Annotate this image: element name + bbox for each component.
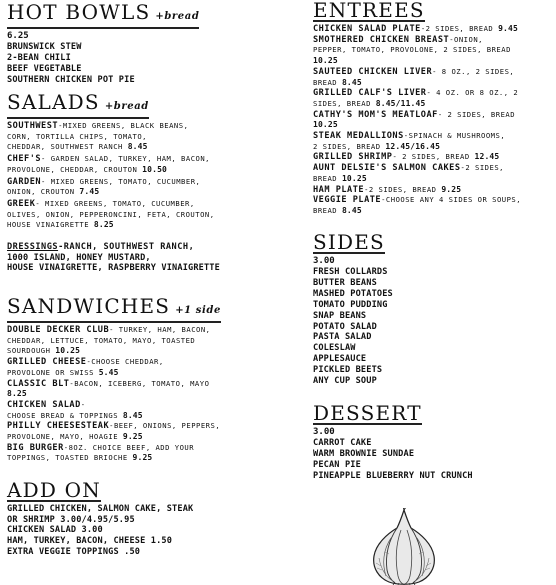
entree-item xyxy=(313,110,551,131)
entree-name: GRILLED SHRIMP xyxy=(313,152,393,163)
entree-description: -ONION, xyxy=(449,34,483,44)
dressings-line: -RANCH, SOUTHWEST RANCH, xyxy=(58,242,195,253)
hot-bowls-section xyxy=(7,2,297,86)
sandwich-line xyxy=(7,379,297,390)
entree-price: 10.25 xyxy=(341,173,367,183)
dessert-section xyxy=(313,403,551,482)
sandwich-item xyxy=(7,443,297,464)
entree-name: VEGGIE PLATE xyxy=(313,195,382,206)
side-item: COLESLAW xyxy=(313,343,356,354)
sandwich-line xyxy=(7,443,297,454)
salad-line xyxy=(7,177,297,188)
salads-section xyxy=(7,92,297,274)
add-on-line: OR SHRIMP 3.00/4.95/5.95 xyxy=(7,514,135,525)
salad-line xyxy=(7,187,297,198)
salad-description: HOUSE VINAIGRETTE xyxy=(7,220,94,230)
add-on-line: EXTRA VEGGIE TOPPINGS .50 xyxy=(7,546,141,557)
sandwich-item xyxy=(7,400,297,421)
salads-list xyxy=(7,121,297,231)
sandwiches-section xyxy=(7,296,297,464)
entree-description: - 2 SIDES, BREAD xyxy=(392,152,475,162)
sandwich-line xyxy=(7,400,297,411)
salad-name: GREEK xyxy=(7,198,36,209)
salad-name: CHEF'S xyxy=(7,154,42,165)
dressings-block xyxy=(7,242,297,274)
side-item: FRESH COLLARDS xyxy=(313,267,388,277)
entree-description: -CHOOSE ANY 4 SIDES OR SOUPS, xyxy=(381,195,522,205)
salad-line xyxy=(7,210,297,221)
entrees-title: ENTREES xyxy=(313,0,425,22)
sides-list xyxy=(313,267,551,387)
side-item: ANY CUP SOUP xyxy=(313,376,377,387)
entree-price: 12.45/16.45 xyxy=(385,141,441,151)
entree-item xyxy=(313,195,551,216)
onion-icon xyxy=(367,508,441,585)
sandwich-line xyxy=(7,411,297,422)
sandwich-description: -BEEF, ONIONS, PEPPERS, xyxy=(109,421,221,431)
salad-line xyxy=(7,154,297,165)
salads-heading xyxy=(7,92,149,119)
sides-heading xyxy=(313,232,385,254)
sandwich-description: - xyxy=(80,399,86,409)
entree-description: - 2 SIDES, BREAD xyxy=(437,109,516,119)
sandwich-line xyxy=(7,325,297,336)
entree-name: HAM PLATE xyxy=(313,184,365,195)
entree-description: SIDES, BREAD xyxy=(313,98,376,108)
salad-item xyxy=(7,177,297,198)
hot-bowls-tag: +bread xyxy=(155,11,200,22)
dessert-item: PECAN PIE xyxy=(313,459,361,470)
entree-name: CHICKEN SALAD PLATE xyxy=(313,24,421,34)
salad-description: PROVOLONE, CHEDDAR, CROUTON xyxy=(7,164,143,174)
dessert-item: WARM BROWNIE SUNDAE xyxy=(313,448,415,459)
side-item: POTATO SALAD xyxy=(313,321,377,332)
sandwich-line xyxy=(7,336,297,347)
salad-line xyxy=(7,199,297,210)
sandwich-description: TOPPINGS, TOASTED BRIOCHE xyxy=(7,453,133,463)
add-on-line: CHICKEN SALAD 3.00 xyxy=(7,525,103,536)
add-on-line: HAM, TURKEY, BACON, CHEESE 1.50 xyxy=(7,536,173,547)
salad-line xyxy=(7,132,297,143)
entree-item xyxy=(313,131,551,152)
entree-line xyxy=(313,174,551,185)
sandwich-description: -8OZ. CHOICE BEEF, ADD YOUR xyxy=(63,442,195,452)
sandwich-description: SOURDOUGH xyxy=(7,346,56,356)
entree-price: 12.45 xyxy=(474,152,500,162)
sandwich-description: CHEDDAR, LETTUCE, TOMATO, MAYO, TOASTED xyxy=(7,335,196,345)
entree-description: 2 SIDES, BREAD xyxy=(313,141,386,151)
entree-line xyxy=(313,142,551,153)
entree-line xyxy=(313,185,551,196)
sandwich-line xyxy=(7,357,297,368)
sandwich-price: 9.25 xyxy=(132,453,153,463)
salads-title: SALADS xyxy=(7,90,100,114)
sides-price: 3.00 xyxy=(313,256,335,266)
dressings-label: DRESSINGS xyxy=(7,242,59,253)
sandwich-price: 8.25 xyxy=(7,389,27,399)
sandwich-item xyxy=(7,357,297,378)
add-on-title: ADD ON xyxy=(7,478,101,502)
dessert-item: CARROT CAKE xyxy=(313,438,372,448)
entrees-heading xyxy=(313,0,425,22)
sandwich-line xyxy=(7,346,297,357)
entree-line xyxy=(313,195,551,206)
entree-price: 9.45 xyxy=(498,24,518,33)
entree-line xyxy=(313,56,551,67)
dessert-price: 3.00 xyxy=(313,427,335,437)
side-item: TOMATO PUDDING xyxy=(313,299,388,310)
salad-price: 7.45 xyxy=(79,187,100,197)
salad-description: - MIXED GREENS, TOMATO, CUCUMBER, xyxy=(35,198,195,208)
sandwich-line xyxy=(7,421,297,432)
entree-line xyxy=(313,131,551,142)
sandwich-name: CLASSIC BLT xyxy=(7,378,70,389)
entree-price: 8.45 xyxy=(341,77,362,87)
salad-description: CHEDDAR, SOUTHWEST RANCH xyxy=(7,142,128,152)
salad-description: -MIXED GREENS, BLACK BEANS, xyxy=(58,121,189,130)
sandwiches-title: SANDWICHES xyxy=(7,294,171,318)
entree-line xyxy=(313,35,551,46)
sides-section xyxy=(313,232,551,387)
salad-description: - GARDEN SALAD, TURKEY, HAM, BACON, xyxy=(41,154,211,164)
salad-description: - MIXED GREENS, TOMATO, CUCUMBER, xyxy=(41,176,201,186)
dessert-item: PINEAPPLE BLUEBERRY NUT CRUNCH xyxy=(313,470,473,481)
entree-item xyxy=(313,152,551,163)
salad-item xyxy=(7,154,297,175)
entree-description: BREAD xyxy=(313,173,342,183)
side-item: MASHED POTATOES xyxy=(313,288,393,299)
salad-name: GARDEN xyxy=(7,176,42,187)
entree-line xyxy=(313,163,551,174)
sandwich-item xyxy=(7,421,297,442)
salad-item xyxy=(7,121,297,153)
side-item: APPLESAUCE xyxy=(313,354,367,365)
salad-description: ONION, CROUTON xyxy=(7,187,80,197)
entree-name: STEAK MEDALLIONS xyxy=(313,131,404,142)
hot-bowls-list xyxy=(7,42,297,86)
entree-description: BREAD xyxy=(313,77,342,87)
entree-description: -SPINACH & MUSHROOMS, xyxy=(403,131,506,141)
sandwich-line xyxy=(7,368,297,379)
salad-description: OLIVES, ONION, PEPPERONCINI, FETA, CROUTON, xyxy=(7,209,215,219)
entree-line xyxy=(313,67,551,78)
entree-name: SAUTEED CHICKEN LIVER xyxy=(313,66,433,77)
entree-line xyxy=(313,99,551,110)
entree-description: PEPPER, TOMATO, PROVOLONE, 2 SIDES, BREAD xyxy=(313,45,511,55)
salads-tag: +bread xyxy=(104,101,149,112)
entree-line xyxy=(313,152,551,163)
sandwiches-heading xyxy=(7,296,221,323)
sandwich-name: DOUBLE DECKER CLUB xyxy=(7,325,110,335)
entree-item xyxy=(313,67,551,88)
add-on-section xyxy=(7,480,297,558)
add-on-list xyxy=(7,504,297,558)
side-item: BUTTER BEANS xyxy=(313,277,377,288)
sandwich-line xyxy=(7,432,297,443)
entree-price: 10.25 xyxy=(313,56,338,66)
sandwich-description: PROVOLONE, MAYO, HOAGIE xyxy=(7,432,123,442)
hot-bowls-title: HOT BOWLS xyxy=(7,0,151,24)
salad-line xyxy=(7,165,297,176)
add-on-line: GRILLED CHICKEN, SALMON CAKE, STEAK xyxy=(7,504,194,514)
sandwich-name: PHILLY CHEESESTEAK xyxy=(7,421,110,432)
entree-price: 10.25 xyxy=(313,120,338,130)
hot-bowl-item: BEEF VEGETABLE xyxy=(7,63,82,74)
sandwich-description: -BACON, ICEBERG, TOMATO, MAYO xyxy=(69,378,210,388)
sandwich-description: - TURKEY, HAM, BACON, xyxy=(109,325,211,334)
entree-description: -2 SIDES, xyxy=(460,163,504,173)
sandwich-name: BIG BURGER xyxy=(7,442,64,453)
salad-price: 10.50 xyxy=(142,164,168,174)
entree-price: 9.25 xyxy=(441,184,462,194)
dressings-line: 1000 ISLAND, HONEY MUSTARD, xyxy=(7,252,151,263)
add-on-heading xyxy=(7,480,101,502)
sandwich-description: -CHOOSE CHEDDAR, xyxy=(86,357,164,367)
entree-line xyxy=(313,24,551,35)
hot-bowls-price: 6.25 xyxy=(7,31,29,41)
salad-item xyxy=(7,199,297,231)
entree-line xyxy=(313,110,551,121)
sandwiches-tag: +1 side xyxy=(175,305,221,316)
side-item: SNAP BEANS xyxy=(313,310,367,321)
entree-description: -2 SIDES, BREAD xyxy=(364,184,442,194)
entree-item xyxy=(313,88,551,109)
sandwich-name: GRILLED CHEESE xyxy=(7,357,87,368)
sandwich-price: 5.45 xyxy=(98,367,119,377)
entree-price: 8.45 xyxy=(341,205,362,215)
hot-bowl-item: 2-BEAN CHILI xyxy=(7,52,71,63)
entree-item xyxy=(313,185,551,196)
entree-item xyxy=(313,163,551,184)
salad-line xyxy=(7,142,297,153)
salad-description: CORN, TORTILLA CHIPS, TOMATO, xyxy=(7,131,147,141)
entree-description: BREAD xyxy=(313,205,342,215)
sandwich-item xyxy=(7,325,297,357)
entree-item xyxy=(313,35,551,67)
sandwich-item xyxy=(7,379,297,400)
salad-price: 8.25 xyxy=(93,220,114,230)
dessert-heading xyxy=(313,403,422,425)
dessert-list xyxy=(313,438,551,482)
entree-price: 8.45/11.45 xyxy=(375,98,426,108)
entrees-section xyxy=(313,0,551,217)
entree-name: AUNT DELSIE'S SALMON CAKES xyxy=(313,163,461,174)
dessert-title: DESSERT xyxy=(313,401,422,425)
salad-line xyxy=(7,220,297,231)
entree-line xyxy=(313,120,551,131)
sandwich-description: PROVOLONE OR SWISS xyxy=(7,367,99,377)
entree-line xyxy=(313,88,551,99)
salad-line xyxy=(7,121,297,132)
sandwich-price: 8.45 xyxy=(122,410,143,420)
entree-line xyxy=(313,78,551,89)
sandwiches-list xyxy=(7,325,297,464)
side-item: PICKLED BEETS xyxy=(313,365,383,376)
sandwich-price: 10.25 xyxy=(55,346,81,356)
entree-line xyxy=(313,206,551,217)
hot-bowl-item: BRUNSWICK STEW xyxy=(7,42,82,52)
entree-name: GRILLED CALF'S LIVER xyxy=(313,88,427,99)
hot-bowl-item: SOUTHERN CHICKEN POT PIE xyxy=(7,74,135,85)
sandwich-line xyxy=(7,389,297,400)
side-item: PASTA SALAD xyxy=(313,332,372,343)
sandwich-price: 9.25 xyxy=(122,432,143,442)
salad-name: SOUTHWEST xyxy=(7,121,59,131)
hot-bowls-heading xyxy=(7,2,199,29)
entree-description: - 4 OZ. OR 8 OZ., 2 xyxy=(426,88,519,98)
entree-name: CATHY'S MOM'S MEATLOAF xyxy=(313,109,438,120)
sandwich-description: CHOOSE BREAD & TOPPINGS xyxy=(7,410,123,420)
entrees-list xyxy=(313,24,551,217)
entree-line xyxy=(313,45,551,56)
dressings-line: HOUSE VINAIGRETTE, RASPBERRY VINAIGRETTE xyxy=(7,263,220,274)
entree-name: SMOTHERED CHICKEN BREAST xyxy=(313,34,450,45)
salad-price: 8.45 xyxy=(127,142,148,152)
sandwich-name: CHICKEN SALAD xyxy=(7,399,81,410)
sides-title: SIDES xyxy=(313,230,385,254)
entree-description: - 8 OZ., 2 SIDES, xyxy=(432,66,515,76)
entree-description: -2 SIDES, BREAD xyxy=(420,24,499,33)
entree-item xyxy=(313,24,551,35)
sandwich-line xyxy=(7,453,297,464)
